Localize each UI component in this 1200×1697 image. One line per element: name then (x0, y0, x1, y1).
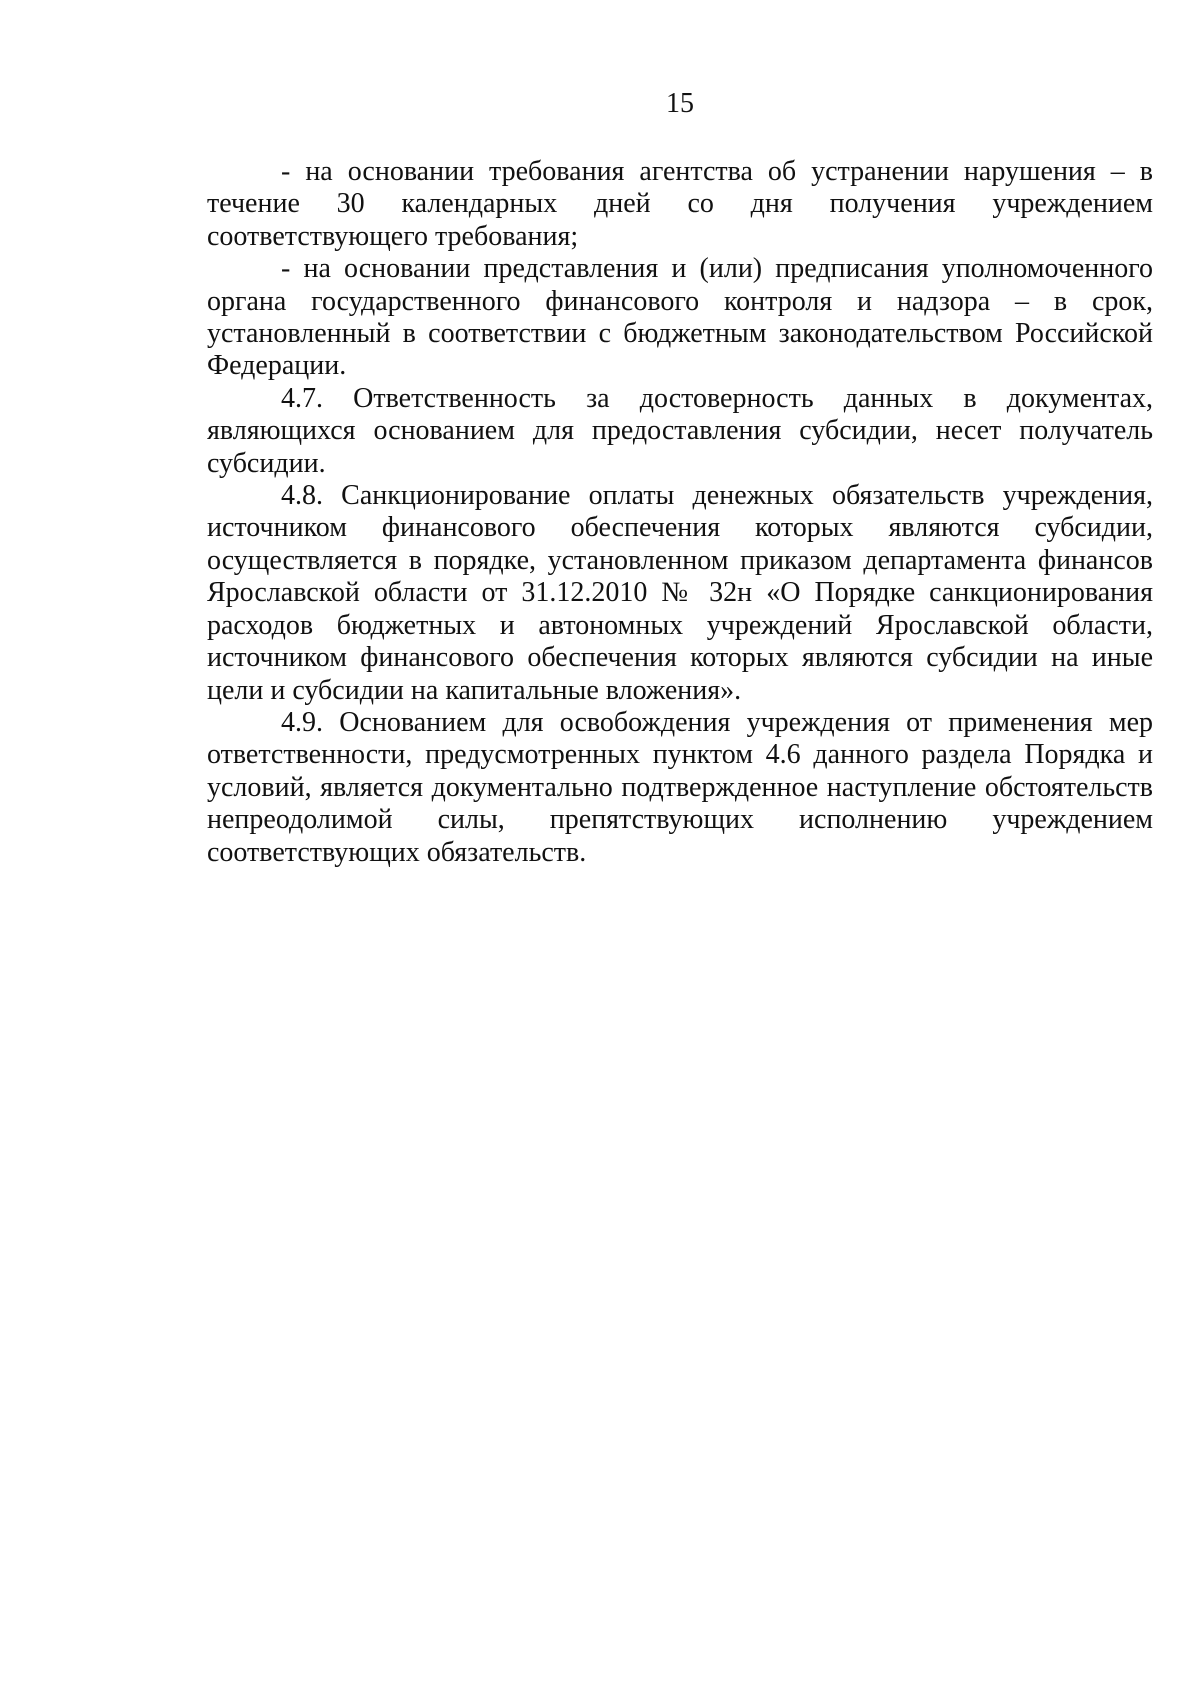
page-number: 15 (666, 88, 694, 119)
document-body (207, 156, 1153, 869)
paragraph-violation-demand: - на основании требования агентства об устранении нарушения – в течение 30 календарных дней со дня получения учреждением соответствующего требования; (207, 156, 1153, 252)
paragraph-control-order: - на основании представления и (или) предписания уполномоченного органа государственного финансового контроля и надзора – в срок, установленный в соответствии с бюджетным законодательством Российской Федерации. (207, 253, 1153, 382)
paragraph-4-7: 4.7. Ответственность за достоверность данных в документах, являющихся основанием для предоставления субсидии, несет получатель субсидии. (207, 382, 1153, 479)
paragraph-4-9: 4.9. Основанием для освобождения учреждения от применения мер ответственности, предусмотренных пунктом 4.6 данного раздела Порядка и условий, является документально подтвержденное наступление обстоятельств непреодолимой силы, препятствующих исполнению учреждением соответствующих обязательств. (207, 706, 1153, 868)
paragraph-4-8: 4.8. Санкционирование оплаты денежных обязательств учреждения, источником финансового обеспечения которых являются субсидии, осуществляется в порядке, установленном приказом департамента финансов Ярославской области от 31.12.2010 № 32н «О Порядке санкционирования расходов бюджетных и автономных учреждений Ярославской области, источником финансового обеспечения которых являются субсидии на иные цели и субсидии на капитальные вложения». (207, 480, 1153, 706)
